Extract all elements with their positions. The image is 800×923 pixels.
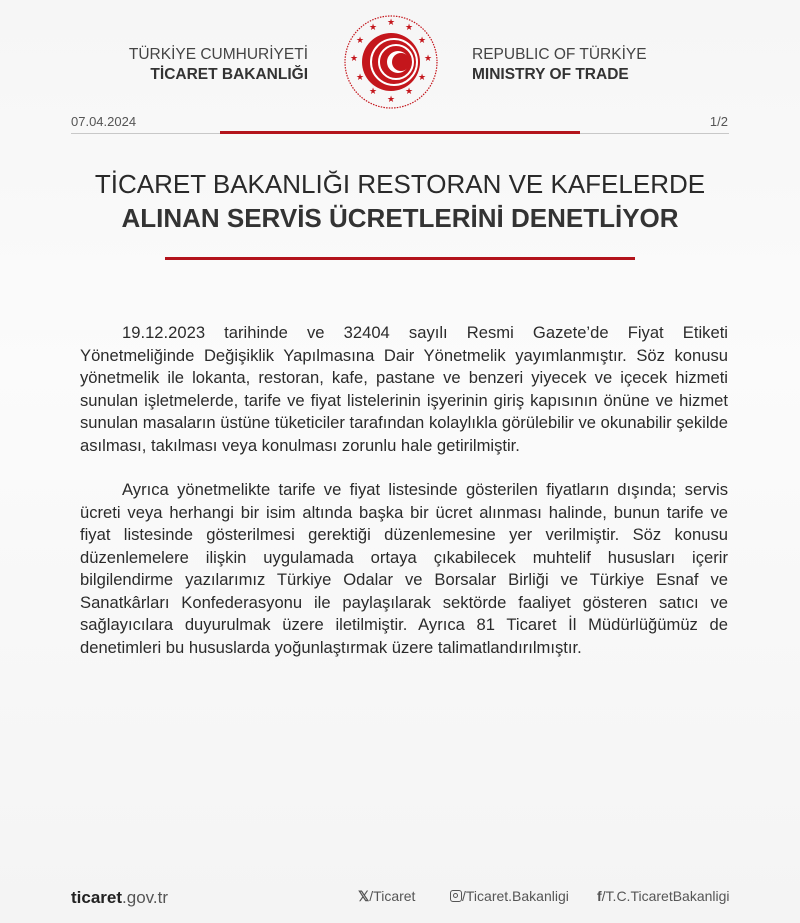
- instagram-handle: /Ticaret.Bakanligi: [462, 888, 569, 904]
- svg-text:★: ★: [349, 53, 359, 63]
- header-left-line1: TÜRKİYE CUMHURİYETİ: [128, 46, 308, 63]
- paragraph: 19.12.2023 tarihinde ve 32404 sayılı Resmi Gazete’de Fiyat Etiketi Yönetmeliğinde Değişiklik Yapılmasına Dair Yönetmelik yayımlanmıştır. Söz konusu yönetmelik ile lokanta, restoran, kafe, pastane ve benzeri yiyecek ve içecek hizmeti sunulan işletmelerde, tarife ve fiyat listelerinin işyerinin giriş kapısının önüne ve hizmet sunulan masaların üstüne tüketiciler tarafından kolaylıkla görülebilir ve okunabilir şekilde asılması, takılması veya konulması zorunlu hale getirilmiştir.: [80, 323, 728, 455]
- svg-text:★: ★: [404, 86, 414, 96]
- header-left-line2: TİCARET BAKANLIĞI: [150, 66, 308, 83]
- svg-text:★: ★: [404, 22, 414, 32]
- site-bold: ticaret: [71, 888, 123, 907]
- header-right-line1: REPUBLIC OF TÜRKİYE: [472, 46, 647, 63]
- facebook-link[interactable]: [597, 888, 730, 904]
- x-icon: 𝕏: [358, 888, 370, 904]
- x-link[interactable]: [358, 888, 415, 905]
- header-right-line2: MINISTRY OF TRADE: [472, 66, 629, 83]
- instagram-icon: [450, 890, 462, 902]
- site-rest: .gov.tr: [122, 888, 169, 907]
- svg-text:★: ★: [368, 22, 378, 32]
- svg-text:★: ★: [368, 86, 378, 96]
- svg-text:★: ★: [423, 53, 433, 63]
- x-handle: /Ticaret: [369, 888, 416, 904]
- title-underline: [165, 257, 635, 260]
- svg-text:★: ★: [417, 35, 427, 45]
- instagram-link[interactable]: [450, 888, 569, 904]
- ministry-name-tr: [129, 45, 308, 85]
- svg-text:★: ★: [417, 72, 427, 82]
- paragraph: Ayrıca yönetmelikte tarife ve fiyat listesinde gösterilen fiyatların dışında; servis ücreti veya herhangi bir isim altında başka bir ücret alınması halinde, bunun tarife ve fiyat listesinde gösterilmesi gerektiği düzenlemesine yer verilmiştir. Söz konusu düzenlemelere ilişkin uygulamada ortaya çıkabilecek muhtelif hususları içerir bilgilendirme yazılarımız Türkiye Odalar ve Borsalar Birliği ve Türkiye Esnaf ve Sanatkârları Konfederasyonu ile paylaşılarak sektörde faaliyet gösteren satıcı ve sağlayıcılara duyurulmak üzere iletilmiştir. Ayrıca 81 Ticaret İl Müdürlüğümüz de denetimleri bu hususlarda yoğunlaştırmak üzere talimatlandırılmıştır.: [80, 480, 728, 657]
- page-number: 1/2: [709, 114, 728, 129]
- header-accent-line: [220, 131, 580, 134]
- svg-text:★: ★: [355, 35, 365, 45]
- title-line2: ALINAN SERVİS ÜCRETLERİNİ DENETLİYOR: [121, 203, 679, 233]
- facebook-handle: /T.C.TicaretBakanligi: [601, 888, 730, 904]
- svg-text:★: ★: [355, 72, 365, 82]
- ministry-logo: [343, 14, 439, 110]
- website-link[interactable]: [71, 888, 168, 908]
- svg-text:★: ★: [386, 94, 396, 104]
- page-title: [0, 167, 800, 235]
- svg-text:★: ★: [386, 17, 396, 27]
- ministry-name-en: [472, 45, 647, 85]
- facebook-icon: f: [597, 888, 602, 904]
- press-release-body: [80, 322, 728, 681]
- title-line1: TİCARET BAKANLIĞI RESTORAN VE KAFELERDE: [94, 169, 706, 199]
- document-date: 07.04.2024: [71, 114, 137, 129]
